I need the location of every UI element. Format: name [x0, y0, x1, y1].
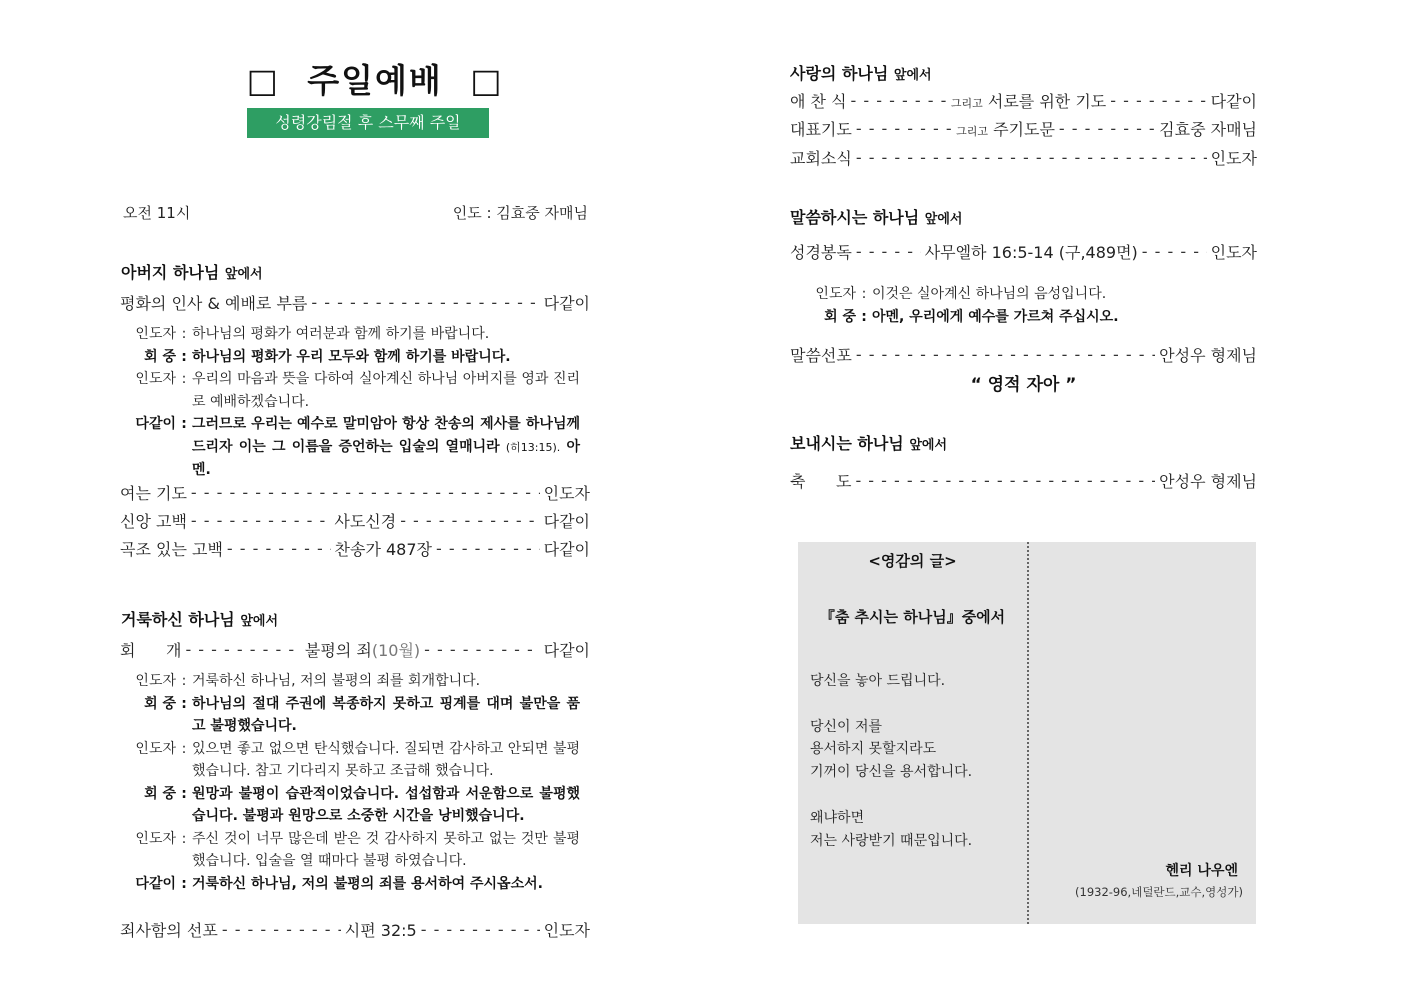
section-title: 아버지 하나님	[121, 263, 220, 282]
order-middle: 시편 32:5	[344, 921, 417, 940]
order-row-absolution	[120, 918, 590, 941]
section-father-heading	[121, 260, 263, 283]
order-label: 교회소식	[790, 149, 852, 168]
dialog-text: 원망과 불평이 습관적이었습니다. 섭섭함과 서운함으로 불평했습니다. 불평과 원망으로 소중한 시간을 낭비했습니다.	[192, 785, 580, 824]
dialog-line: 인도자 : 거룩하신 하나님, 저의 불평의 죄를 회개합니다.	[120, 670, 580, 693]
order-role: 다같이	[543, 294, 590, 313]
leader-dashes	[191, 483, 540, 502]
inspiration-heading: <영감의 글>	[868, 552, 957, 570]
dialog-line: 인도자 : 이것은 실아계신 하나님의 음성입니다.	[800, 283, 1200, 306]
leader-dashes	[855, 471, 1155, 490]
dialog-text: 주신 것이 너무 많은데 받은 것 감사하지 못하고 없는 것만 불평했습니다. 입술을 열 때마다 불평 하였습니다.	[192, 830, 580, 869]
order-middle	[956, 117, 1055, 140]
poem-line: 기꺼이 당신을 용서합니다.	[810, 764, 973, 781]
leader-dashes	[1110, 91, 1206, 110]
poem-line: 당신이 저를	[810, 718, 883, 735]
leader-dashes	[185, 640, 300, 659]
order-role: 다같이	[1210, 92, 1257, 111]
order-row-love-feast	[790, 89, 1257, 112]
dialog-speaker: 회 중	[824, 308, 856, 325]
dialog-text: 하나님의 평화가 여러분과 함께 하기를 바랍니다.	[192, 326, 490, 342]
dialog-text: 하나님의 절대 주권에 복종하지 못하고 핑계를 대며 불만을 품고 불평했습니다.	[192, 695, 580, 734]
order-label: 성경봉독	[790, 243, 852, 262]
section-suffix: 앞에서	[893, 68, 932, 83]
poem-line: 용서하지 못할지라도	[810, 741, 937, 758]
order-row-greeting	[120, 291, 590, 314]
dialog-text: 그러므로 우리는 예수로 말미암아 항상 찬송의 제사를 하나님께 드리자 이는 그 이름을 증언하는 입술의 열매니라	[192, 416, 580, 455]
order-label: 애 찬 식	[790, 92, 847, 111]
dialog-line: 회 중 : 하나님의 평화가 우리 모두와 함께 하기를 바랍니다.	[120, 346, 580, 369]
order-row-scripture	[790, 240, 1257, 263]
section-holy-heading	[121, 607, 278, 630]
section-title: 보내시는 하나님	[790, 434, 904, 453]
section-title: 사랑의 하나님	[790, 64, 889, 83]
order-row-hymn	[120, 537, 590, 560]
inspiration-poem	[810, 670, 1020, 852]
order-role: 인도자	[543, 921, 591, 940]
service-leader: 인도 : 김효중 자매님	[452, 204, 588, 222]
dialog-line: 인도자 : 하나님의 평화가 여러분과 함께 하기를 바랍니다.	[120, 323, 580, 346]
dialog-speaker: 다같이	[135, 875, 176, 892]
dialog-speaker: 다같이	[135, 416, 176, 432]
service-time: 오전 11시	[123, 204, 191, 222]
order-middle-extra: (10월)	[371, 641, 421, 660]
leader-dashes	[1059, 119, 1155, 138]
order-role: 인도자	[543, 484, 590, 503]
scripture-ref: (히13:15).	[505, 440, 561, 454]
order-row-prayer	[790, 117, 1257, 140]
order-label: 죄사함의 선포	[120, 921, 218, 940]
dialog-line: 회 중 : 원망과 불평이 습관적이었습니다. 섭섭함과 서운함으로 불평했습니다. 불평과 원망으로 소중한 시간을 낭비했습니다.	[120, 783, 580, 828]
order-middle: 사도신경	[334, 512, 397, 531]
dialog-line: 인도자 : 있으면 좋고 없으면 탄식했습니다. 질되면 감사하고 안되면 불평했습니다. 참고 기다리지 못하고 조급해 했습니다.	[120, 738, 580, 783]
leader-dashes	[1142, 242, 1207, 261]
dialog-speaker: 인도자	[135, 371, 176, 387]
dialog-speaker: 인도자	[135, 326, 176, 342]
responsive-reading-3	[800, 283, 1200, 328]
leader-dashes	[856, 242, 921, 261]
order-middle	[951, 89, 1106, 112]
leader-dashes	[227, 539, 331, 558]
subtitle-banner: 성령강림절 후 스무째 주일	[247, 108, 489, 138]
section-love-heading	[790, 61, 932, 84]
leader-dashes	[191, 511, 330, 530]
dialog-text: 거룩하신 하나님, 저의 불평의 죄를 회개합니다.	[192, 673, 481, 689]
dialog-text: 하나님의 평화가 우리 모두와 함께 하기를 바랍니다.	[192, 348, 511, 365]
order-small: 그리고	[950, 97, 983, 110]
order-label: 말씀선포	[790, 346, 852, 365]
order-middle-text: 불평의 죄	[304, 641, 372, 660]
leader-dashes	[856, 345, 1155, 364]
order-label: 여는 기도	[120, 484, 187, 503]
section-suffix: 앞에서	[909, 438, 948, 453]
dialog-speaker: 회 중	[144, 348, 176, 365]
section-title: 말씀하시는 하나님	[790, 208, 920, 227]
order-row-benediction	[790, 469, 1257, 492]
order-middle-text: 주기도문	[993, 120, 1055, 139]
order-label: 대표기도	[790, 120, 852, 139]
order-row-opening-prayer	[120, 481, 590, 504]
order-role: 인도자	[1210, 243, 1258, 262]
dialog-line: 회 중 : 아멘, 우리에게 예수를 가르쳐 주십시오.	[800, 306, 1200, 329]
dialog-speaker: 인도자	[135, 830, 176, 847]
order-middle-text: 서로를 위한 기도	[987, 92, 1107, 111]
page-title: □ 주일예배 □	[246, 61, 504, 100]
inspiration-book: 『춤 추시는 하나님』중에서	[819, 608, 1006, 626]
leader-dashes	[424, 640, 539, 659]
responsive-reading-2	[120, 670, 580, 895]
leader-dashes	[222, 920, 341, 939]
leader-dashes	[421, 920, 540, 939]
order-role: 김효중 자매님	[1159, 120, 1257, 139]
section-word-heading	[790, 205, 962, 228]
dotted-divider	[1027, 542, 1029, 924]
dialog-speaker: 인도자	[815, 286, 856, 302]
dialog-speaker: 인도자	[135, 740, 176, 757]
order-row-creed	[120, 509, 590, 532]
section-sending-heading	[790, 431, 947, 454]
leader-dashes	[856, 148, 1207, 167]
order-row-news	[790, 146, 1257, 169]
dialog-line: 인도자 : 우리의 마음과 뜻을 다하여 실아계신 하나님 아버지를 영과 진리로 예배하겠습니다.	[120, 368, 580, 413]
dialog-line: 인도자 : 주신 것이 너무 많은데 받은 것 감사하지 못하고 없는 것만 불평했습니다. 입술을 열 때마다 불평 하였습니다.	[120, 828, 580, 873]
order-role: 다같이	[543, 512, 590, 531]
sermon-title: “ 영적 자아 ”	[970, 375, 1077, 395]
dialog-line: 다같이 : 그러므로 우리는 예수로 말미암아 항상 찬송의 제사를 하나님께 드리자 이는 그 이름을 증언하는 입술의 열매니라 (히13:15). 아멘.	[120, 413, 580, 482]
section-suffix: 앞에서	[240, 614, 279, 629]
poem-line	[810, 693, 1020, 716]
dialog-text: 아멘, 우리에게 예수를 가르쳐 주십시오.	[872, 308, 1119, 325]
order-middle	[305, 638, 420, 661]
order-role: 안성우 형제님	[1159, 472, 1257, 491]
poem-line: 당신을 놓아 드립니다.	[810, 673, 946, 689]
order-role: 다같이	[543, 641, 591, 660]
dialog-speaker: 회 중	[144, 785, 176, 802]
leader-dashes	[856, 119, 952, 138]
order-middle: 찬송가 487장	[334, 540, 432, 559]
responsive-reading-1	[120, 323, 580, 482]
section-suffix: 앞에서	[224, 267, 263, 282]
order-label: 회 개	[120, 641, 182, 660]
order-label: 곡조 있는 고백	[120, 540, 223, 559]
dialog-text: 이것은 실아계신 하나님의 음성입니다.	[872, 286, 1107, 302]
dialog-line: 다같이 : 거룩하신 하나님, 저의 불평의 죄를 용서하여 주시옵소서.	[120, 873, 580, 896]
order-label: 축 도	[790, 472, 852, 491]
poem-line: 왜냐하면	[810, 809, 865, 826]
dialog-text: 거룩하신 하나님, 저의 불평의 죄를 용서하여 주시옵소서.	[192, 875, 543, 892]
poem-line: 저는 사랑받기 때문입니다.	[810, 832, 973, 849]
inspiration-author-info: (1932-96,네덜란드,교수,영성가)	[1075, 885, 1243, 899]
amen-text: 아멘.	[192, 438, 581, 478]
dialog-text: 우리의 마음과 뜻을 다하여 실아계신 하나님 아버지를 영과 진리로 예배하겠습니다.	[192, 371, 580, 410]
order-row-repentance	[120, 638, 590, 661]
leader-dashes	[311, 293, 539, 312]
dialog-speaker: 인도자	[135, 673, 176, 689]
inspiration-author: 헨리 나우엔	[1165, 863, 1238, 879]
order-role: 다같이	[543, 540, 590, 559]
section-suffix: 앞에서	[924, 212, 963, 227]
dialog-speaker: 회 중	[144, 695, 176, 712]
poem-line	[810, 784, 1020, 807]
order-row-sermon	[790, 343, 1257, 366]
order-label: 신앙 고백	[120, 512, 187, 531]
leader-dashes	[851, 91, 947, 110]
order-middle: 사무엘하 16:5-14 (구,489면)	[924, 243, 1138, 262]
order-role: 인도자	[1210, 149, 1257, 168]
order-label: 평화의 인사 & 예배로 부름	[120, 294, 308, 313]
leader-dashes	[436, 539, 540, 558]
dialog-text-wrap	[192, 413, 580, 482]
dialog-line: 회 중 : 하나님의 절대 주권에 복종하지 못하고 핑계를 대며 불만을 품고 불평했습니다.	[120, 693, 580, 738]
order-small: 그리고	[956, 125, 988, 138]
dialog-text: 있으면 좋고 없으면 탄식했습니다. 질되면 감사하고 안되면 불평했습니다. 참고 기다리지 못하고 조급해 했습니다.	[192, 740, 580, 779]
section-title: 거룩하신 하나님	[121, 610, 235, 629]
order-role: 안성우 형제님	[1159, 346, 1257, 365]
leader-dashes	[400, 511, 539, 530]
